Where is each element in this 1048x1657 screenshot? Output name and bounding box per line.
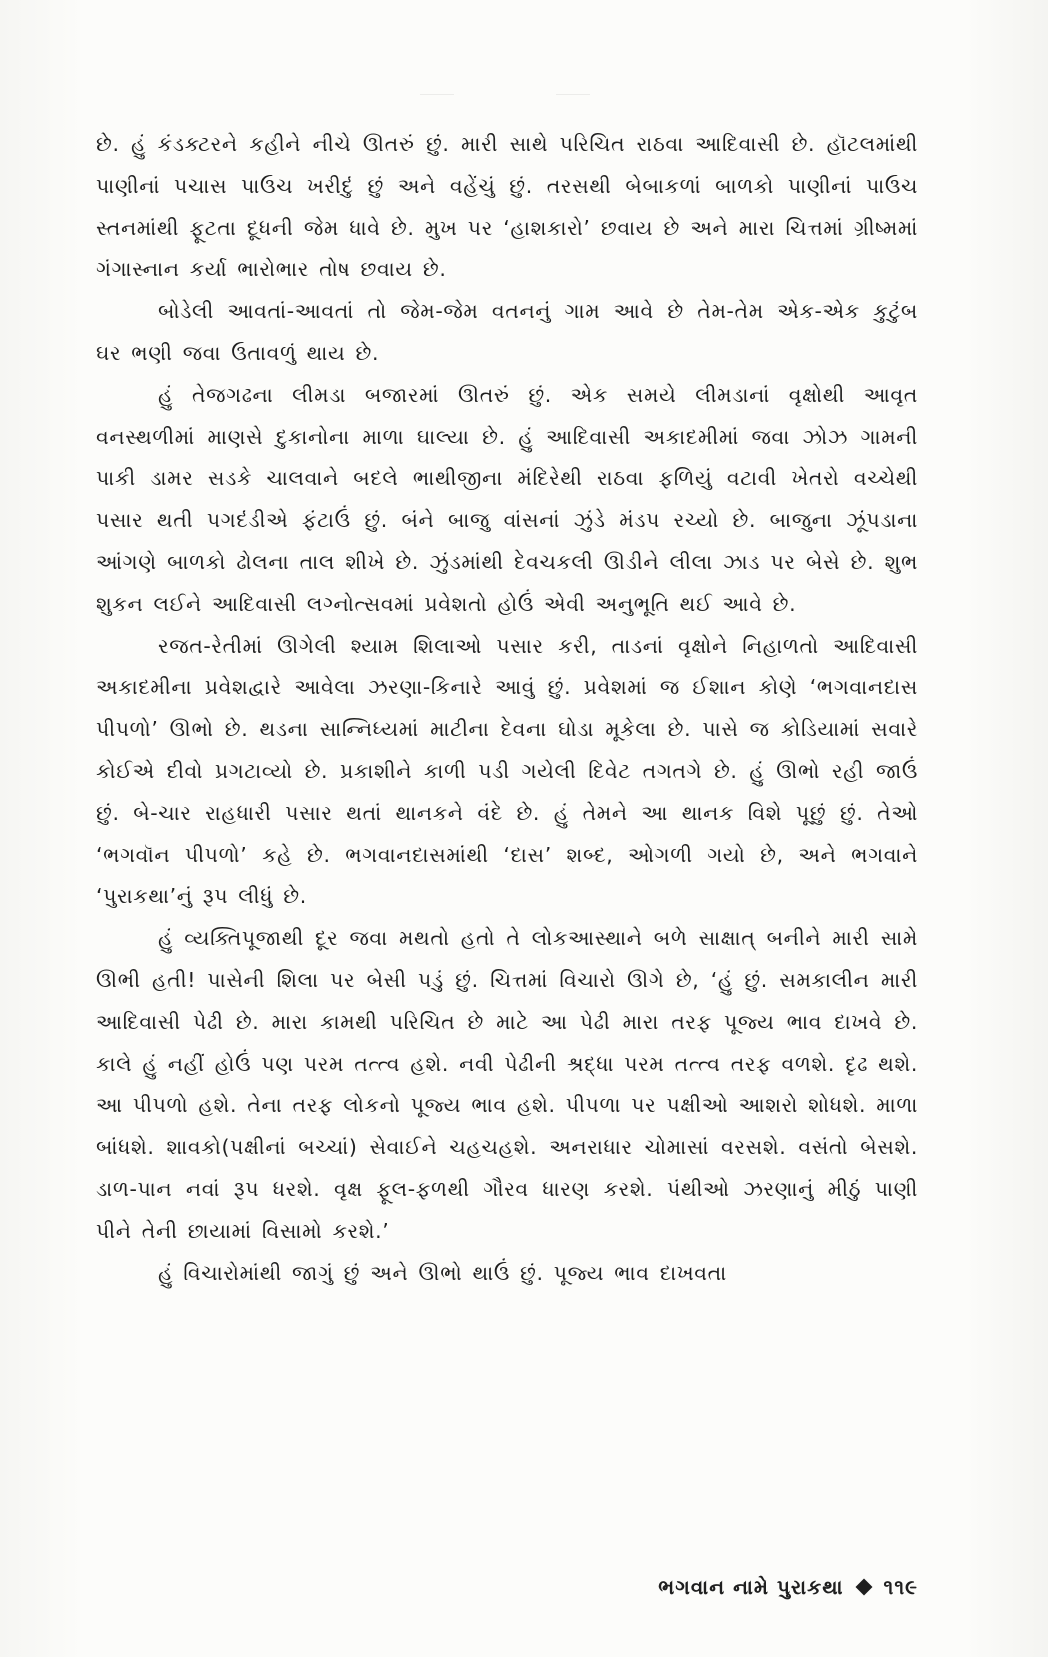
diamond-icon [855,1579,872,1596]
paragraph: રજત-રેતીમાં ઊગેલી શ્યામ શિલાઓ પસાર કરી, તાડનાં વૃક્ષોને નિહાળતો આદિવાસી અકાદમીના પ્રવેશદ્વારે આવેલા ઝરણા-કિનારે આવું છું. પ્રવેશમાં જ ઈશાન કોણે ‘ભગવાનદાસ પીપળો’ ઊભો છે. થડના સાન્નિધ્યમાં માટીના દેવના ઘોડા મૂકેલા છે. પાસે જ કોડિયામાં સવારે કોઈએ દીવો પ્રગટાવ્યો છે. પ્રકાશીને કાળી પડી ગયેલી દિવેટ તગતગે છે. હું ઊભો રહી જાઉં છું. બે-ચાર રાહધારી પસાર થતાં થાનકને વંદે છે. હું તેમને આ થાનક વિશે પૂછું છું. તેઓ ‘ભગવૉન પીપળો’ કહે છે. ભગવાનદાસમાંથી ‘દાસ’ શબ્દ, ઓગળી ગયો છે, અને ભગવાને ‘પુરાકથા’નું રૂપ લીધું છે. [96,633,918,909]
paragraph: હું વિચારોમાંથી જાગું છું અને ઊભો થાઉં છું. પૂજ્ય ભાવ દાખવતા [158,1260,727,1285]
page-number: ૧૧૯ [883,1575,918,1599]
paragraph: બોડેલી આવતાં-આવતાં તો જેમ-જેમ વતનનું ગામ આવે છે તેમ-તેમ એક-એક કુટુંબ ઘર ભણી જવા ઉતાવળું થાય છે. [96,299,918,365]
body-text [96,124,918,1514]
paragraph: હું વ્યક્તિપૂજાથી દૂર જવા મથતો હતો તે લોકઆસ્થાને બળે સાક્ષાત્ બનીને મારી સામે ઊભી હતી! પાસેની શિલા પર બેસી પડું છું. ચિત્તમાં વિચારો ઊગે છે, ‘હું છું. સમકાલીન મારી આદિવાસી પેઢી છે. મારા કામથી પરિચિત છે માટે આ પેઢી મારા તરફ પૂજ્ય ભાવ દાખવે છે. કાલે હું નહીં હોઉં પણ પરમ તત્ત્વ હશે. નવી પેઢીની શ્રદ્ધા પરમ તત્ત્વ તરફ વળશે. દૃઢ થશે. આ પીપળો હશે. તેના તરફ લોકનો પૂજ્ય ભાવ હશે. પીપળા પર પક્ષીઓ આશરો શોધશે. માળા બાંધશે. શાવકો(પક્ષીનાં બચ્ચાં) સેવાઈને ચહચહશે. અનરાધાર ચોમાસાં વરસશે. વસંતો બેસશે. ડાળ-પાન નવાં રૂપ ધરશે. વૃક્ષ ફૂલ-ફળથી ગૌરવ ધારણ કરશે. પંથીઓ ઝરણાનું મીઠું પાણી પીને તેની છાયામાં વિસામો કરશે.’ [96,926,918,1243]
paragraph: છે. હું કંડક્ટરને કહીને નીચે ઊતરું છું. મારી સાથે પરિચિત રાઠવા આદિવાસી છે. હૉટલમાંથી પાણીનાં પચાસ પાઉચ ખરીદું છું અને વહેંચું છું. તરસથી બેબાકળાં બાળકો પાણીનાં પાઉચ સ્તનમાંથી ફૂટતા દૂધની જેમ ધાવે છે. મુખ પર ‘હાશકારો’ છવાય છે અને મારા ચિત્તમાં ગ્રીષ્મમાં ગંગાસ્નાન કર્યા ભારોભાર તોષ છવાય છે. [96,132,918,282]
bleed-through-mark [420,94,454,103]
bleed-through-mark [556,94,590,103]
book-title: ભગવાન નામે પુરાકથા [658,1575,844,1599]
running-footer [658,1575,918,1599]
paragraph: હું તેજગઢના લીમડા બજારમાં ઊતરું છું. એક સમયે લીમડાનાં વૃક્ષોથી આવૃત વનસ્થળીમાં માણસે દુકાનોના માળા ઘાલ્યા છે. હું આદિવાસી અકાદમીમાં જવા ઝોઝ ગામની પાકી ડામર સડકે ચાલવાને બદલે ભાથીજીના મંદિરેથી રાઠવા ફળિયું વટાવી ખેતરો વચ્ચેથી પસાર થતી પગદંડીએ ફંટાઉં છું. બંને બાજુ વાંસનાં ઝુંડે મંડપ રચ્યો છે. બાજુના ઝૂંપડાના આંગણે બાળકો ઢોલના તાલ શીખે છે. ઝુંડમાંથી દેવચકલી ઊડીને લીલા ઝાડ પર બેસે છે. શુભ શુકન લઈને આદિવાસી લગ્નોત્સવમાં પ્રવેશતો હોઉં એવી અનુભૂતિ થઈ આવે છે. [96,382,918,616]
